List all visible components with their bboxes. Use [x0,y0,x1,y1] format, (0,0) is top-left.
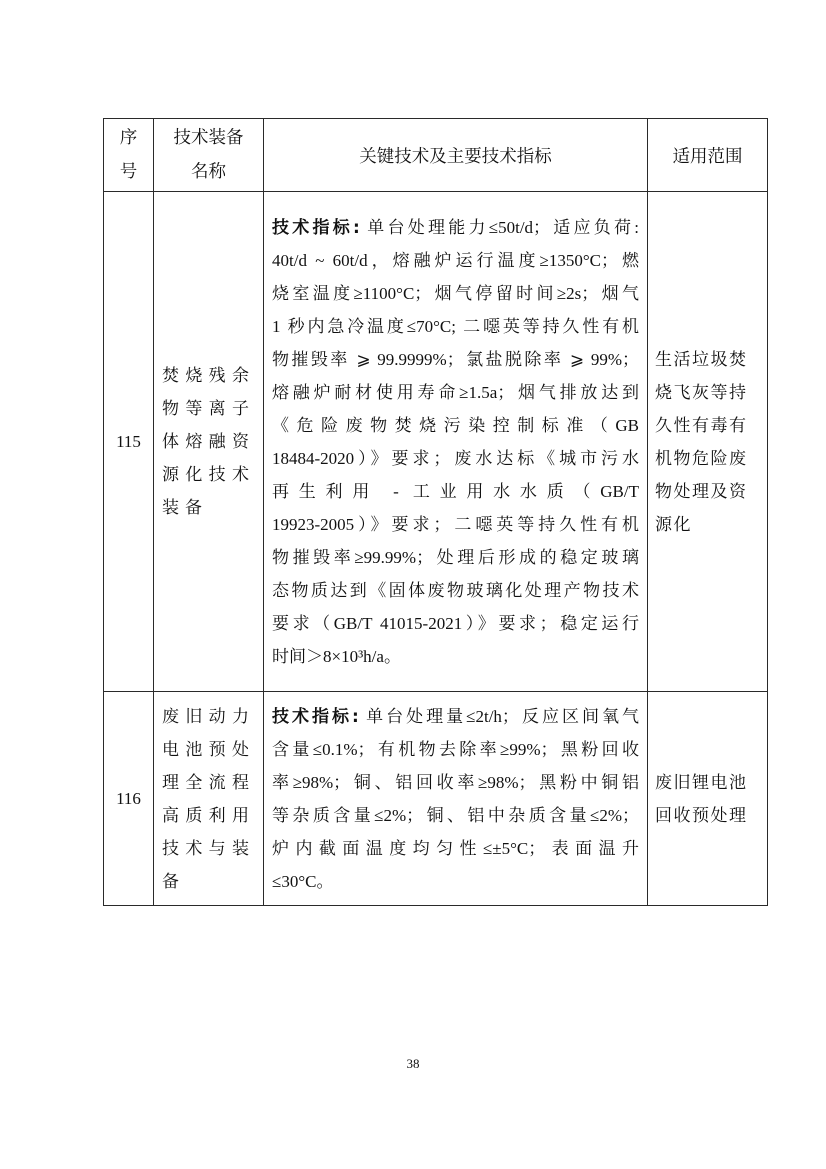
scope-line: 回收预处理 [655,805,748,825]
tech-line: 19923-2005）》要求；二噁英等持久性有机 [272,514,639,534]
technical-indicators-cell [264,192,648,692]
name-line: 理全流程 [162,772,255,792]
scope-line: 废旧锂电池 [655,772,748,792]
tech-line: 1 秒内急冷温度≤70°C; 二噁英等持久性有机 [272,316,639,336]
page-number: 38 [406,1056,420,1071]
tech-line: 态物质达到《固体废物玻璃化处理产物技术 [272,580,639,600]
scope-line: 久性有毒有 [655,415,748,435]
name-line: 备 [162,871,185,891]
tech-line: 含量≤0.1%；有机物去除率≥99%；黑粉回收 [272,739,639,759]
tech-line: 物摧毁率≥99.99%；处理后形成的稳定玻璃 [272,547,639,567]
tech-line-text: 单台处理能力≤50t/d；适应负荷: [359,217,639,237]
name-line: 体熔融资 [162,432,255,451]
header-name-line-2: 名称 [191,162,226,182]
header-equipment-name [154,119,264,192]
name-line: 技术与装 [162,838,255,858]
name-line: 装备 [162,498,208,517]
name-line: 电池预处 [162,739,255,759]
scope-line: 物处理及资 [655,481,748,501]
tech-line: 等杂质含量≤2%；铜、铝中杂质含量≤2%； [272,805,639,825]
name-line: 焚烧残余 [162,366,255,385]
equipment-name-cell [154,692,264,906]
tech-line: 炉内截面温度均匀性≤±5°C；表面温升 [272,838,639,858]
tech-line-text: 单台处理量≤2t/h；反应区间氧气 [358,706,639,726]
name-line: 废旧动力 [162,706,255,726]
tech-line: 烧室温度≥1100°C；烟气停留时间≥2s；烟气 [272,283,639,303]
name-line: 源化技术 [162,465,255,484]
header-serial-line-1: 序 [119,128,138,148]
tech-line: 要求（GB/T 41015-2021）》要求；稳定运行 [272,613,639,633]
tech-indicator-label: 技术指标: [272,217,360,238]
tech-line [272,700,639,733]
table-header-row [104,119,768,192]
tech-line [272,211,639,244]
scope-line: 生活垃圾焚 [655,349,748,369]
tech-line: 再生利用 - 工业用水水质（GB/T [272,481,639,501]
name-line: 高质利用 [162,805,255,825]
tech-line: 熔融炉耐材使用寿命≥1.5a；烟气排放达到 [272,382,639,402]
application-scope-cell [648,192,768,692]
technical-indicators-cell [264,692,648,906]
header-name-line-1: 技术装备 [173,128,244,148]
tech-line: 《危险废物焚烧污染控制标准（GB [272,415,639,435]
header-application-scope: 适用范围 [648,119,768,192]
equipment-name-cell [154,192,264,692]
tech-indicator-label: 技术指标: [272,706,359,727]
header-serial-number [104,119,154,192]
tech-line: 率≥98%；铜、铝回收率≥98%；黑粉中铜铝 [272,772,639,792]
serial-number-cell: 116 [104,692,154,906]
equipment-table [103,118,768,906]
tech-line: ≤30°C。 [272,871,334,891]
tech-line: 40t/d ~ 60t/d，熔融炉运行温度≥1350°C；燃 [272,250,639,270]
header-serial-line-2: 号 [119,162,138,182]
table-row [104,192,768,692]
serial-number-cell: 115 [104,192,154,692]
application-scope-cell [648,692,768,906]
header-key-technology: 关键技术及主要技术指标 [264,119,648,192]
tech-line: 物摧毁率 ⩾ 99.9999%；氯盐脱除率 ⩾ 99%； [272,349,639,369]
scope-line: 机物危险废 [655,448,748,468]
tech-line: 时间＞8×10³h/a。 [272,646,401,666]
name-line: 物等离子 [162,399,255,418]
scope-line: 烧飞灰等持 [655,382,748,402]
scope-line: 源化 [655,514,692,534]
table-row [104,692,768,906]
tech-line: 18484-2020）》要求；废水达标《城市污水 [272,448,639,468]
